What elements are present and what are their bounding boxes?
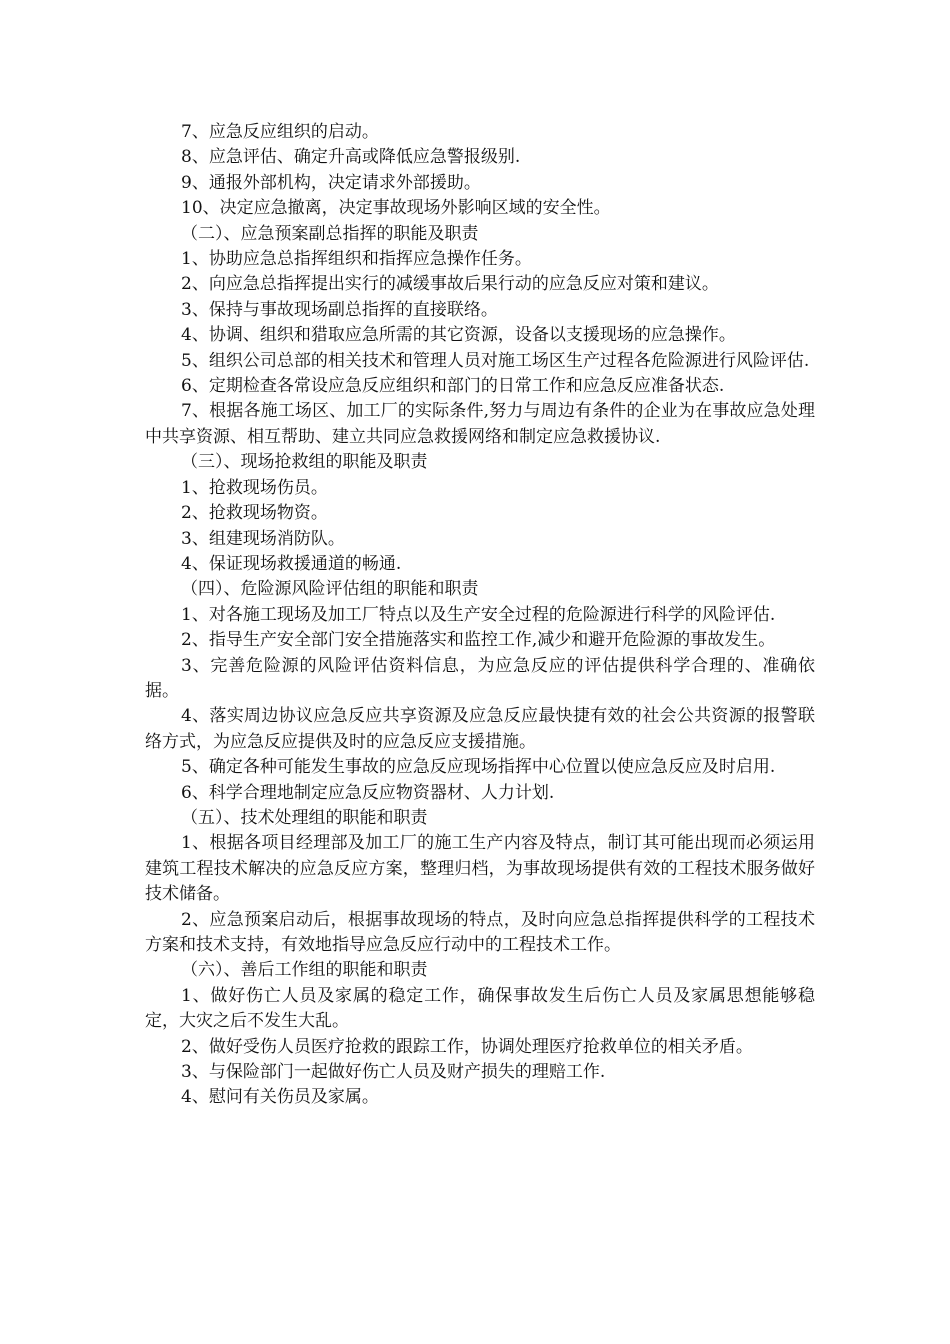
list-item: 2、应急预案启动后，根据事故现场的特点，及时向应急总指挥提供科学的工程技术方案和技术支持，有效地指导应急反应行动中的工程技术工作。 <box>145 909 815 955</box>
list-item: 1、协助应急总指挥组织和指挥应急操作任务。 <box>181 249 532 270</box>
list-item: 2、向应急总指挥提出实行的减缓事故后果行动的应急反应对策和建议。 <box>181 274 719 295</box>
list-item: 2、抢救现场物资。 <box>181 503 328 524</box>
list-item: 7、根据各施工场区、加工厂的实际条件,努力与周边有条件的企业为在事故应急处理中共享资源、相互帮助、建立共同应急救援网络和制定应急救援协议. <box>145 401 815 447</box>
list-item: 1、抢救现场伤员。 <box>181 477 328 498</box>
list-item: 2、指导生产安全部门安全措施落实和监控工作,减少和避开危险源的事故发生。 <box>181 630 776 651</box>
list-item: 6、定期检查各常设应急反应组织和部门的日常工作和应急反应准备状态. <box>181 376 725 397</box>
section-heading: （四）、危险源风险评估组的职能和职责 <box>181 579 479 600</box>
section-heading: （六）、善后工作组的职能和职责 <box>181 960 428 981</box>
section-heading: （二）、应急预案副总指挥的职能及职责 <box>181 223 479 244</box>
list-item: 3、保持与事故现场副总指挥的直接联络。 <box>181 299 498 320</box>
list-item: 3、与保险部门一起做好伤亡人员及财产损失的理赔工作. <box>181 1062 606 1083</box>
list-item: 9、通报外部机构，决定请求外部援助。 <box>181 172 481 193</box>
section-heading: （三）、现场抢救组的职能及职责 <box>181 452 428 473</box>
list-item: 4、协调、组织和猎取应急所需的其它资源，设备以支援现场的应急操作。 <box>181 325 736 346</box>
section-heading: （五）、技术处理组的职能和职责 <box>181 807 428 828</box>
list-item: 10、决定应急撤离，决定事故现场外影响区域的安全性。 <box>181 198 611 219</box>
list-item: 6、科学合理地制定应急反应物资器材、人力计划. <box>181 782 555 803</box>
list-item: 5、确定各种可能发生事故的应急反应现场指挥中心位置以使应急反应及时启用. <box>181 757 776 778</box>
list-item: 8、应急评估、确定升高或降低应急警报级别. <box>181 147 521 168</box>
list-item: 1、根据各项目经理部及加工厂的施工生产内容及特点，制订其可能出现而必须运用建筑工程技术解决的应急反应方案，整理归档，为事故现场提供有效的工程技术服务做好技术储备。 <box>145 833 815 905</box>
list-item: 4、保证现场救援通道的畅通. <box>181 553 402 574</box>
list-item: 1、做好伤亡人员及家属的稳定工作，确保事故发生后伤亡人员及家属思想能够稳定，大灾之后不发生大乱。 <box>145 985 815 1032</box>
list-item: 2、做好受伤人员医疗抢救的跟踪工作，协调处理医疗抢救单位的相关矛盾。 <box>181 1036 753 1057</box>
list-item: 3、完善危险源的风险评估资料信息，为应急反应的评估提供科学合理的、准确依据。 <box>145 655 815 701</box>
list-item: 1、对各施工现场及加工厂特点以及生产安全过程的危险源进行科学的风险评估. <box>181 604 776 625</box>
list-item: 3、组建现场消防队。 <box>181 528 345 549</box>
list-item: 7、应急反应组织的启动。 <box>181 122 379 142</box>
list-item: 4、落实周边协议应急反应共享资源及应急反应最快捷有效的社会公共资源的报警联络方式，为应急反应提供及时的应急反应支援措施。 <box>145 706 815 752</box>
list-item: 4、慰问有关伤员及家属。 <box>181 1087 379 1108</box>
list-item: 5、组织公司总部的相关技术和管理人员对施工场区生产过程各危险源进行风险评估. <box>181 350 810 371</box>
document-body <box>145 120 815 1111</box>
